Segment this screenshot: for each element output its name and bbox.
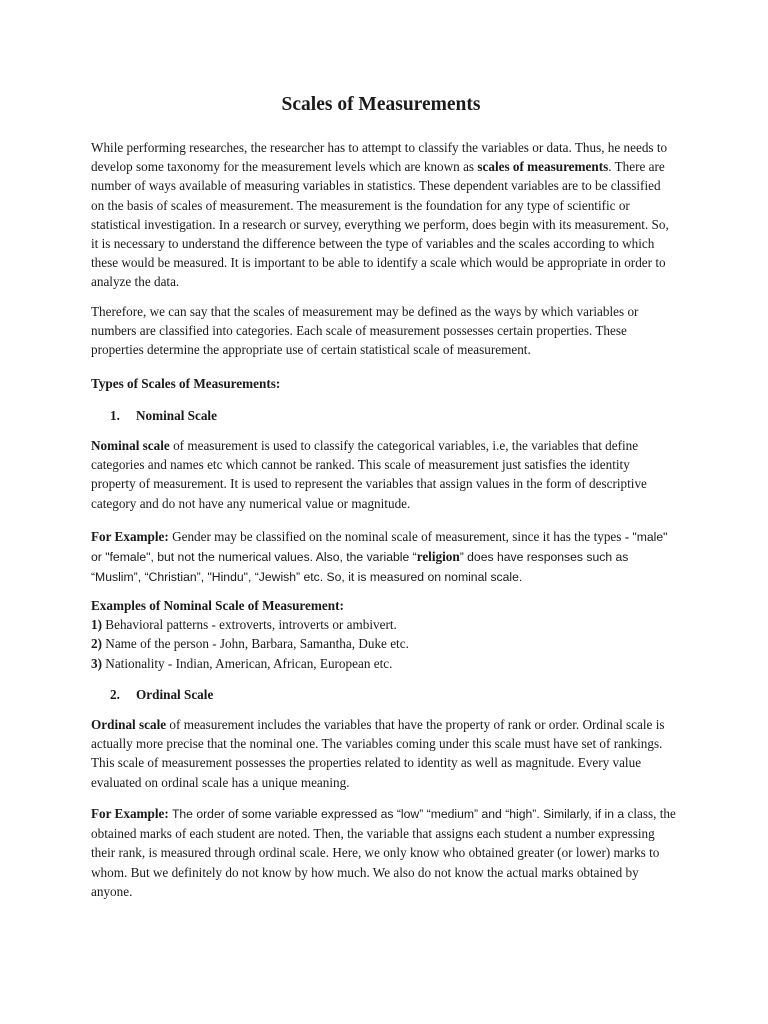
nominal-heading — [110, 406, 696, 425]
nominal-example-sans-1: "male" or "female", but not the numerical values. Also, the variable “ — [91, 530, 668, 565]
list-item — [91, 634, 677, 653]
nominal-definition — [91, 436, 677, 513]
ordinal-example-sans: The order of some variable expressed as “low” “medium” and “high”. Similarly, if in a — [168, 807, 625, 821]
intro-bold-term: scales of measurements — [477, 159, 609, 175]
nominal-example-bold-word: religion — [416, 549, 460, 565]
nominal-example-text-1: Gender may be classified on the nominal scale of measurement, since it has the types - — [168, 529, 633, 544]
ordinal-example-label: For Example: — [91, 806, 169, 821]
ordinal-heading — [110, 685, 696, 704]
document-title: Scales of Measurements — [281, 94, 481, 115]
list-item-number: 3) — [91, 655, 102, 671]
nominal-examples-list — [91, 596, 677, 673]
ordinal-def-bold: Ordinal scale — [91, 717, 167, 732]
intro-text-2: . There are number of ways available of measuring variables in statistics. These dependent variables are to be classified on the basis of scales of measurement. The measurement is the foundation for any type of scientific or statistical investigation. In a research or survey, everything we perform, does begin with its measurement. So, it is necessary to understand the difference between the type of variables and the scales according to which these would be measured. It is important to be able to identify a scale which would be appropriate in order to analyze the data. — [91, 159, 669, 290]
ordinal-definition — [91, 715, 677, 792]
nominal-def-bold: Nominal scale — [91, 438, 170, 453]
nominal-example-label: For Example: — [91, 529, 169, 544]
list-item-text: Nationality - Indian, American, African, European etc. — [102, 655, 393, 671]
ordinal-def-text: of measurement includes the variables that have the property of rank or order. Ordinal scale is actually more precise that the nominal one. The variables coming under this scale must have set of rankings. This scale of measurement possesses the properties related to identity as well as magnitude. Every value evaluated on ordinal scale has a unique meaning. — [91, 717, 665, 790]
intro-text-1: While performing researches, the researcher has to attempt to classify the variables or data. Thus, he needs to develop some taxonomy for the measurement levels which are known as — [91, 140, 668, 175]
ordinal-example-text: class, the obtained marks of each student are noted. Then, the variable that assigns each student a number expressing their rank, is measured through ordinal scale. Here, we only know who obtained greater (or lower) marks to whom. But we definitely do not know by how much. We also do not know the actual marks obtained by anyone. — [91, 806, 676, 899]
list-item-number: 1) — [91, 617, 102, 633]
nominal-example-sans-2: ” does have responses such as “Muslim”, “Christian”, "Hindu", “Jewish” etc. So, it is measured on nominal scale. — [91, 550, 629, 585]
nominal-examples-heading: Examples of Nominal Scale of Measurement: — [91, 598, 344, 613]
nominal-example — [91, 527, 677, 588]
nominal-number: 1. — [110, 408, 120, 423]
ordinal-number: 2. — [110, 687, 120, 702]
list-item — [91, 615, 677, 634]
list-item-number: 2) — [91, 636, 102, 652]
list-item — [91, 654, 677, 673]
list-item-text: Name of the person - John, Barbara, Samantha, Duke etc. — [102, 636, 409, 652]
types-heading: Types of Scales of Measurements: — [91, 376, 281, 391]
intro-paragraph-2: Therefore, we can say that the scales of measurement may be defined as the ways by which variables or numbers are classified into categories. Each scale of measurement possesses certain properties. These properties determine the appropriate use of certain statistical scale of measurement. — [91, 304, 639, 358]
nominal-heading-text: Nominal Scale — [136, 408, 217, 423]
ordinal-heading-text: Ordinal Scale — [136, 687, 214, 702]
intro-paragraph-1 — [91, 138, 677, 292]
list-item-text: Behavioral patterns - extroverts, introverts or ambivert. — [102, 617, 397, 633]
ordinal-example — [91, 804, 677, 901]
nominal-def-text: of measurement is used to classify the categorical variables, i.e, the variables that define categories and names etc which cannot be ranked. This scale of measurement just satisfies the identity property of measurement. It is used to represent the variables that assign values in the form of descriptive category and do not have any numerical value or magnitude. — [91, 438, 647, 511]
